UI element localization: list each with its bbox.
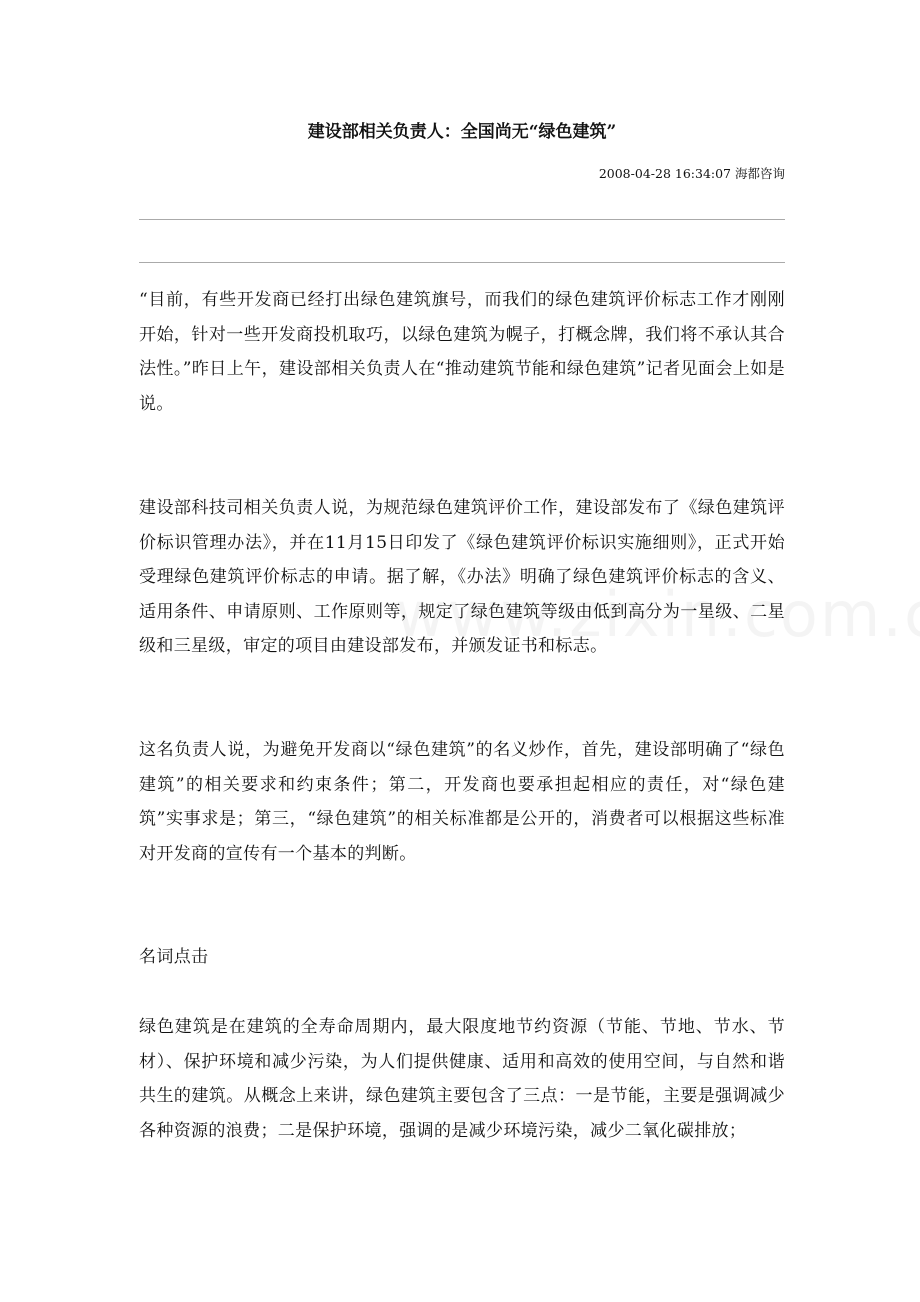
paragraph-2: 建设部科技司相关负责人说，为规范绿色建筑评价工作，建设部发布了《绿色建筑评价标识管理办法》，并在11月15日印发了《绿色建筑评价标识实施细则》，正式开始受理绿色建筑评价标志的申请。据了解，《办法》明确了绿色建筑评价标志的含义、适用条件、申请原则、工作原则等，规定了绿色建筑等级由低到高分为一星级、二星级和三星级，审定的项目由建设部发布，并颁发证书和标志。 xyxy=(139,498,785,656)
divider-bottom xyxy=(139,262,785,263)
article-meta: 2008-04-28 16:34:07 海都咨询 xyxy=(598,166,785,181)
paragraph-3: 这名负责人说，为避免开发商以“绿色建筑”的名义炒作，首先，建设部明确了“绿色建筑”的相关要求和约束条件；第二，开发商也要承担起相应的责任，对“绿色建筑”实事求是；第三，“绿色建筑”的相关标准都是公开的，消费者可以根据这些标准对开发商的宣传有一个基本的判断。 xyxy=(139,740,785,864)
divider-top xyxy=(139,219,785,220)
section-heading-term: 名词点击 xyxy=(139,947,209,967)
paragraph-definition: 绿色建筑是在建筑的全寿命周期内，最大限度地节约资源（节能、节地、节水、节材）、保护环境和减少污染，为人们提供健康、适用和高效的使用空间，与自然和谐共生的建筑。从概念上来讲，绿色建筑主要包含了三点：一是节能，主要是强调减少各种资源的浪费；二是保护环境，强调的是减少环境污染，减少二氧化碳排放； xyxy=(139,1017,785,1141)
paragraph-1: “目前，有些开发商已经打出绿色建筑旗号，而我们的绿色建筑评价标志工作才刚刚开始，针对一些开发商投机取巧，以绿色建筑为幌子，打概念牌，我们将不承认其合法性。”昨日上午，建设部相关负责人在“推动建筑节能和绿色建筑”记者见面会上如是说。 xyxy=(139,290,785,414)
article-title: 建设部相关负责人：全国尚无“绿色建筑” xyxy=(307,122,617,142)
